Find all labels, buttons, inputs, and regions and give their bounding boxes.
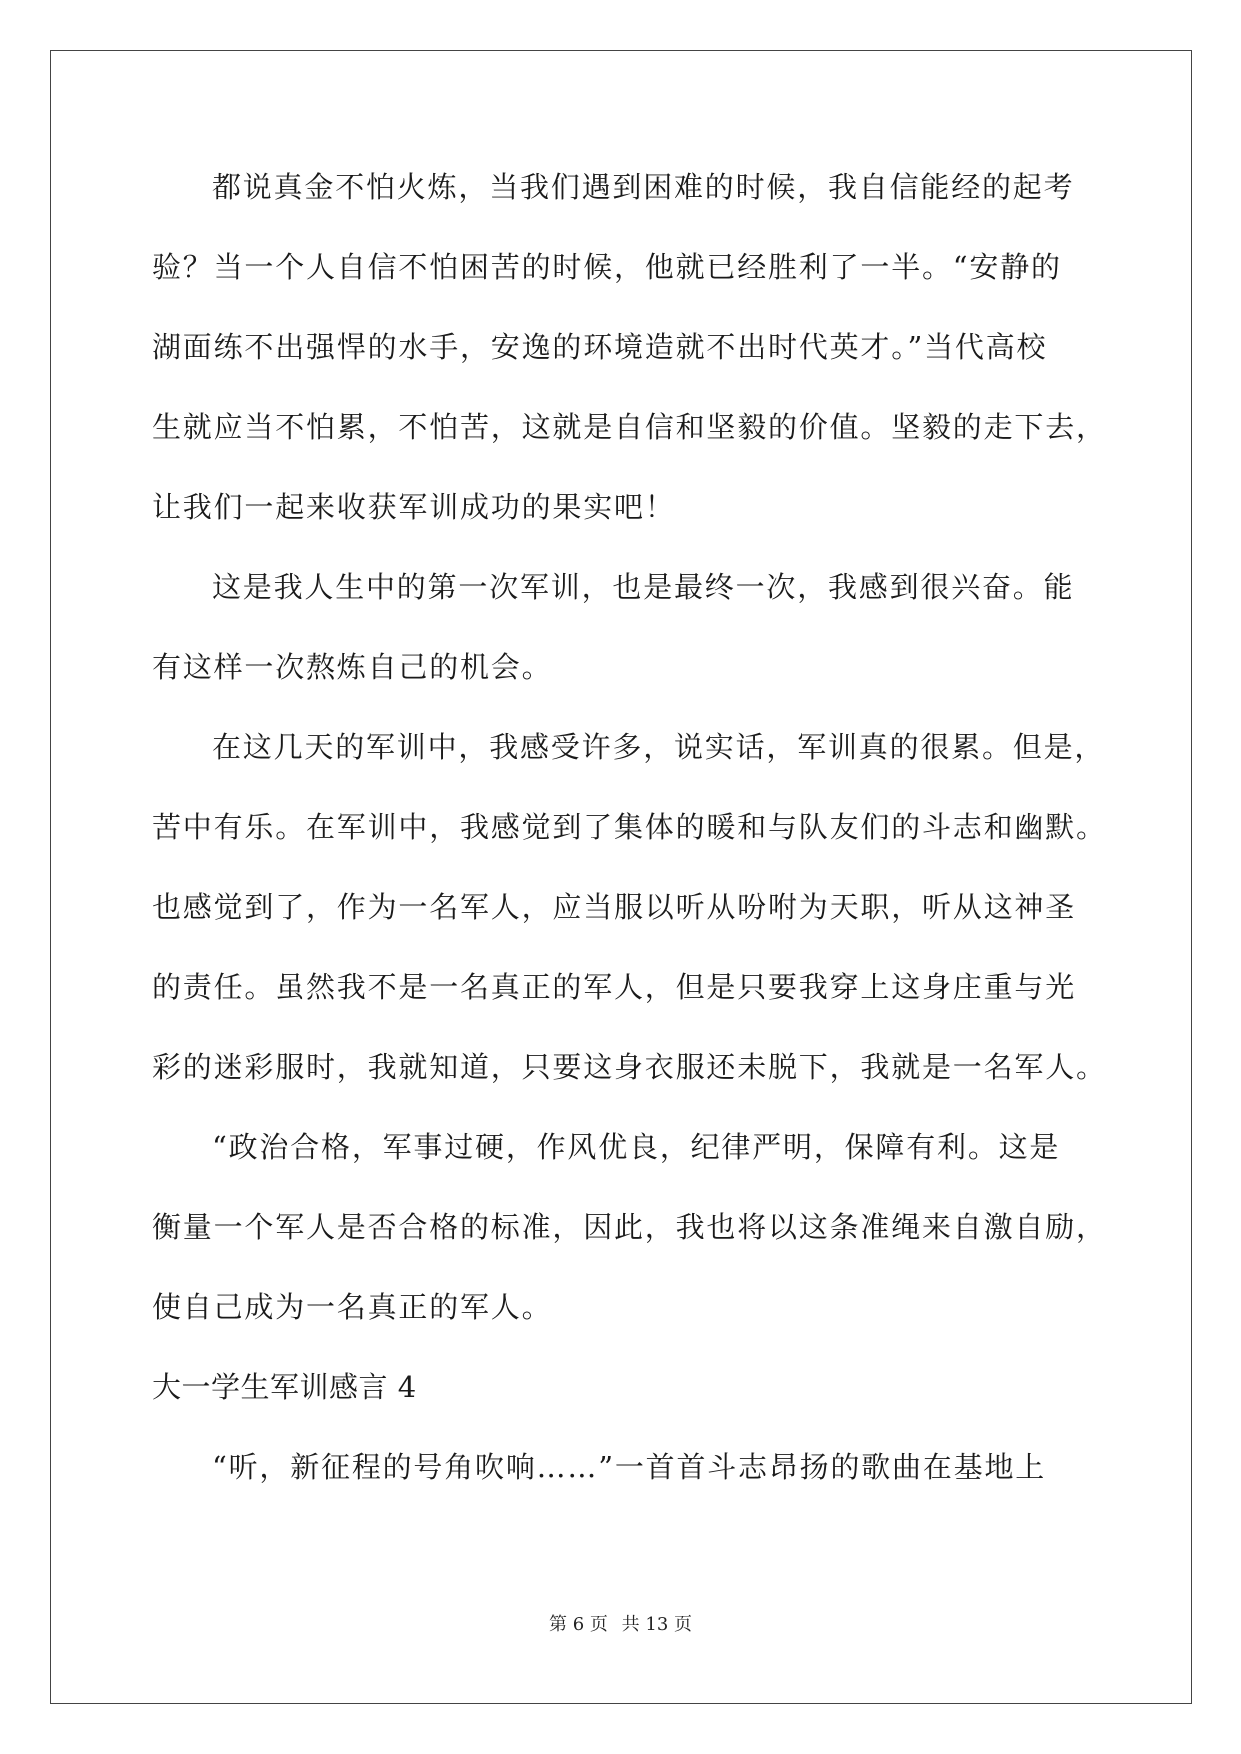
document-body [152, 160, 1107, 1520]
section-heading: 大一学生军训感言 4 [152, 1370, 417, 1404]
text-line-9: 苦中有乐。在军训中，我感觉到了集体的暖和与队友们的斗志和幽默。 [152, 810, 1107, 844]
text-line-8: 在这几天的军训中，我感受许多，说实话，军训真的很累。但是， [212, 730, 1106, 764]
page-total: 共 13 页 [621, 1614, 692, 1635]
text-line-5: 让我们一起来收获军训成功的果实吧！ [152, 490, 676, 524]
text-line-4: 生就应当不怕累，不怕苦，这就是自信和坚毅的价值。坚毅的走下去， [152, 410, 1107, 444]
text-line-14: 衡量一个军人是否合格的标准，因此，我也将以这条准绳来自激自励， [152, 1210, 1107, 1244]
text-line-11: 的责任。虽然我不是一名真正的军人，但是只要我穿上这身庄重与光 [152, 970, 1077, 1004]
text-line-17: “听，新征程的号角吹响……”一首首斗志昂扬的歌曲在基地上 [212, 1450, 1047, 1484]
text-line-15: 使自己成为一名真正的军人。 [152, 1290, 553, 1324]
page-number: 第 6 页 [549, 1614, 608, 1635]
text-line-12: 彩的迷彩服时，我就知道，只要这身衣服还未脱下，我就是一名军人。 [152, 1050, 1107, 1084]
text-line-10: 也感觉到了，作为一名军人，应当服以听从吩咐为天职，听从这神圣 [152, 890, 1077, 924]
text-line-13: “政治合格，军事过硬，作风优良，纪律严明，保障有利。这是 [212, 1130, 1061, 1164]
text-line-2: 验？当一个人自信不怕困苦的时候，他就已经胜利了一半。“安静的 [152, 250, 1062, 284]
page-footer [0, 1613, 1241, 1637]
text-line-7: 有这样一次熬炼自己的机会。 [152, 650, 553, 684]
text-line-3: 湖面练不出强悍的水手，安逸的环境造就不出时代英才。”当代高校 [152, 330, 1048, 364]
text-line-1: 都说真金不怕火炼，当我们遇到困难的时候，我自信能经的起考 [212, 170, 1075, 204]
text-line-6: 这是我人生中的第一次军训，也是最终一次，我感到很兴奋。能 [212, 570, 1075, 604]
